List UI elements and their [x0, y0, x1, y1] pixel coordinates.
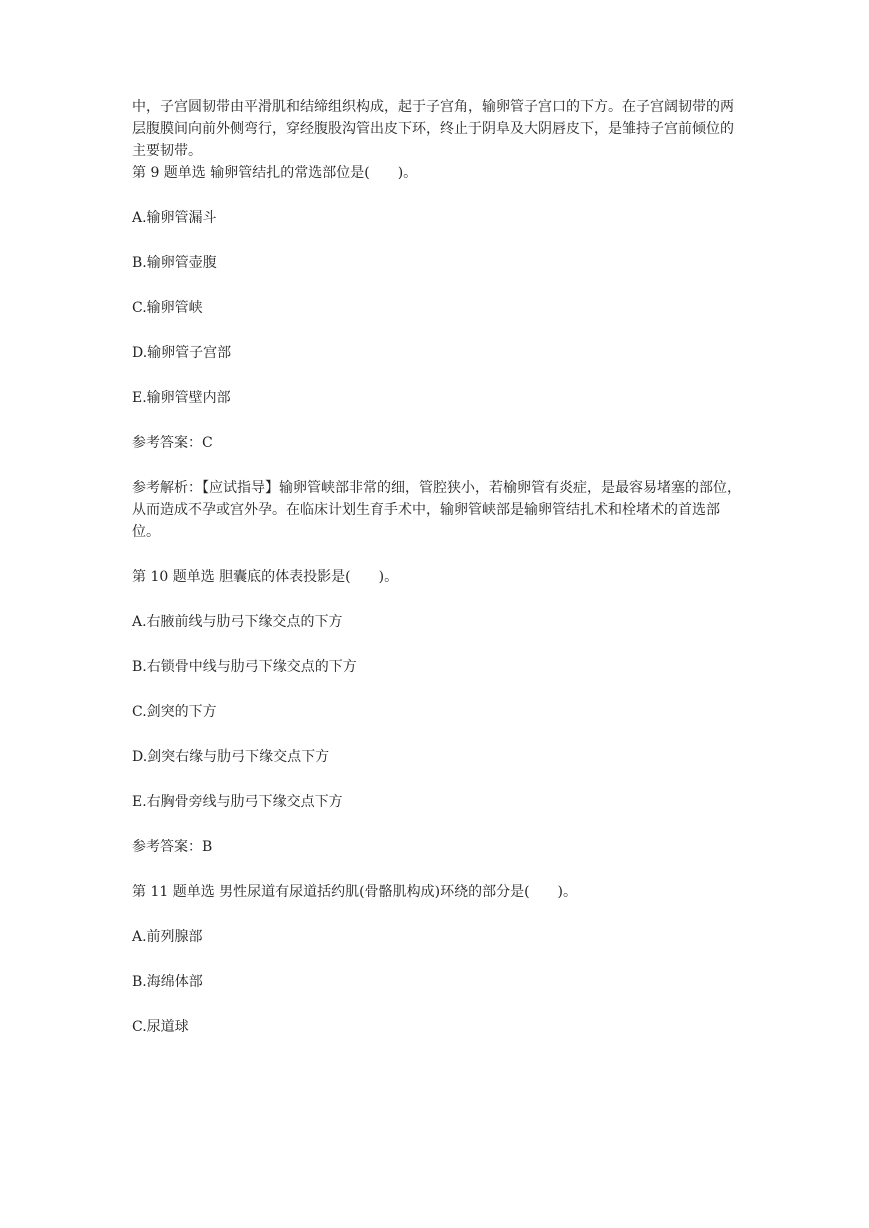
question-9-answer: 参考答案：C [132, 435, 213, 451]
question-9-option-c: C.输卵管峡 [132, 300, 203, 316]
question-10-option-b: B.右锁骨中线与肋弓下缘交点的下方 [132, 659, 357, 675]
question-9-option-e: E.输卵管壁内部 [132, 390, 231, 406]
question-9-option-a: A.输卵管漏斗 [132, 210, 217, 226]
question-11-option-b: B.海绵体部 [132, 974, 203, 990]
question-10-answer: 参考答案：B [132, 839, 213, 855]
intro-paragraph: 中，子宫圆韧带由平滑肌和结缔组织构成，起于子宫角，输卵管子宫口的下方。在子宫阔韧带的两层腹膜间向前外侧弯行，穿经腹股沟管出皮下环，终止于阴阜及大阴唇皮下，是雏持子宫前倾位的主要韧带。 [132, 99, 734, 159]
question-11-option-c: C.尿道球 [132, 1019, 189, 1035]
question-10-option-d: D.剑突右缘与肋弓下缘交点下方 [132, 749, 330, 765]
question-10-option-e: E.右胸骨旁线与肋弓下缘交点下方 [132, 794, 343, 810]
question-10-option-a: A.右腋前线与肋弓下缘交点的下方 [132, 614, 343, 630]
question-9-analysis: 参考解析：【应试指导】输卵管峡部非常的细，管腔狭小，若榆卵管有炎症，是最容易堵塞的部位，从而造成不孕或宫外孕。在临床计划生育手术中，输卵管峡部是输卵管结扎术和栓堵术的首选部位。 [132, 480, 741, 540]
question-11-option-a: A.前列腺部 [132, 929, 203, 945]
question-10-option-c: C.剑突的下方 [132, 704, 217, 720]
question-9-option-d: D.输卵管子宫部 [132, 345, 232, 361]
document-page [132, 96, 742, 1038]
question-9-title: 第 9 题单选 输卵管结扎的常选部位是( )。 [132, 165, 418, 181]
question-11-title: 第 11 题单选 男性尿道有尿道括约肌(骨骼肌构成)环绕的部分是( )。 [132, 884, 578, 900]
question-10-title: 第 10 题单选 胆囊底的体表投影是( )。 [132, 569, 399, 585]
question-9-option-b: B.输卵管壶腹 [132, 255, 217, 271]
